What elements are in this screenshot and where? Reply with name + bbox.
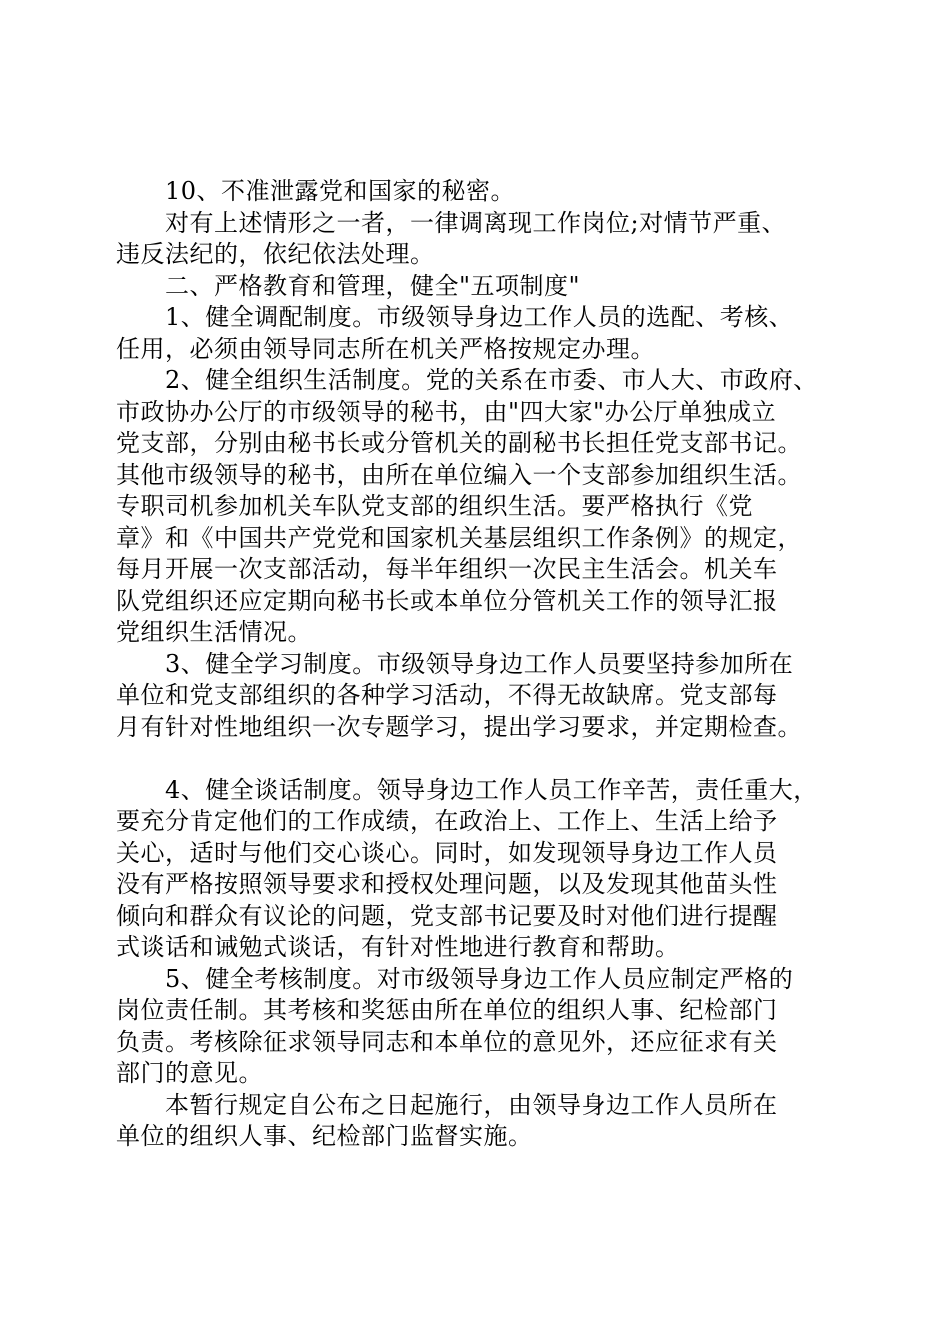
text-line: 1、健全调配制度。市级领导身边工作人员的选配、考核、	[116, 303, 794, 331]
text-line: 没有严格按照领导要求和授权处理问题，以及发现其他苗头性	[116, 870, 778, 898]
text-line: 队党组织还应定期向秘书长或本单位分管机关工作的领导汇报	[116, 586, 778, 615]
text-line: 专职司机参加机关车队党支部的组织生活。要严格执行《党	[116, 492, 753, 520]
heading-line: 二、严格教育和管理，健全"五项制度"	[116, 271, 581, 300]
text-line: 月有针对性地组织一次专题学习，提出学习要求，并定期检查。	[116, 712, 802, 741]
paragraph-gap	[116, 743, 834, 775]
text-line: 单位和党支部组织的各种学习活动，不得无故缺席。党支部每	[116, 681, 778, 709]
text-line: 5、健全考核制度。对市级领导身边工作人员应制定严格的	[116, 964, 794, 993]
text-line: 每月开展一次支部活动，每半年组织一次民主生活会。机关车	[116, 555, 778, 583]
text-line: 部门的意见。	[116, 1059, 263, 1087]
text-line: 倾向和群众有议论的问题，党支部书记要及时对他们进行提醒	[116, 901, 778, 930]
text-line: 章》和《中国共产党党和国家机关基层组织工作条例》的规定，	[116, 523, 802, 552]
section-heading-two	[116, 271, 834, 303]
text-line: 2、健全组织生活制度。党的关系在市委、市人大、市政府、	[116, 366, 818, 394]
text-line: 10、不准泄露党和国家的秘密。	[116, 177, 516, 205]
paragraph-item-10	[116, 176, 834, 208]
text-line: 违反法纪的，依纪依法处理。	[116, 240, 435, 268]
text-line: 负责。考核除征求领导同志和本单位的意见外，还应征求有关	[116, 1027, 778, 1056]
text-line: 其他市级领导的秘书，由所在单位编入一个支部参加组织生活。	[116, 460, 802, 489]
text-line: 对有上述情形之一者，一律调离现工作岗位;对情节严重、	[116, 208, 787, 237]
text-line: 关心，适时与他们交心谈心。同时，如发现领导身边工作人员	[116, 838, 778, 867]
paragraph-talk-system	[116, 775, 834, 964]
text-line: 任用，必须由领导同志所在机关严格按规定办理。	[116, 334, 655, 363]
text-line: 要充分肯定他们的工作成绩，在政治上、工作上、生活上给予	[116, 807, 778, 835]
text-line: 党支部，分别由秘书长或分管机关的副秘书长担任党支部书记。	[116, 429, 802, 457]
text-line: 3、健全学习制度。市级领导身边工作人员要坚持参加所在	[116, 649, 794, 678]
paragraph-allocation-system	[116, 302, 834, 365]
paragraph-disposal	[116, 208, 834, 271]
paragraph-effective-date	[116, 1090, 834, 1153]
paragraph-study-system	[116, 649, 834, 744]
text-line: 本暂行规定自公布之日起施行，由领导身边工作人员所在	[116, 1090, 778, 1119]
paragraph-assessment-system	[116, 964, 834, 1090]
text-line: 单位的组织人事、纪检部门监督实施。	[116, 1122, 533, 1150]
text-line: 岗位责任制。其考核和奖惩由所在单位的组织人事、纪检部门	[116, 996, 778, 1024]
text-line: 市政协办公厅的市级领导的秘书，由"四大家"办公厅单独成立	[116, 397, 777, 426]
document-body	[116, 176, 834, 1153]
paragraph-organization-life-system	[116, 365, 834, 649]
text-line: 党组织生活情况。	[116, 618, 312, 646]
text-line: 4、健全谈话制度。领导身边工作人员工作辛苦，责任重大，	[116, 775, 818, 804]
text-line: 式谈话和诫勉式谈话，有针对性地进行教育和帮助。	[116, 933, 680, 961]
